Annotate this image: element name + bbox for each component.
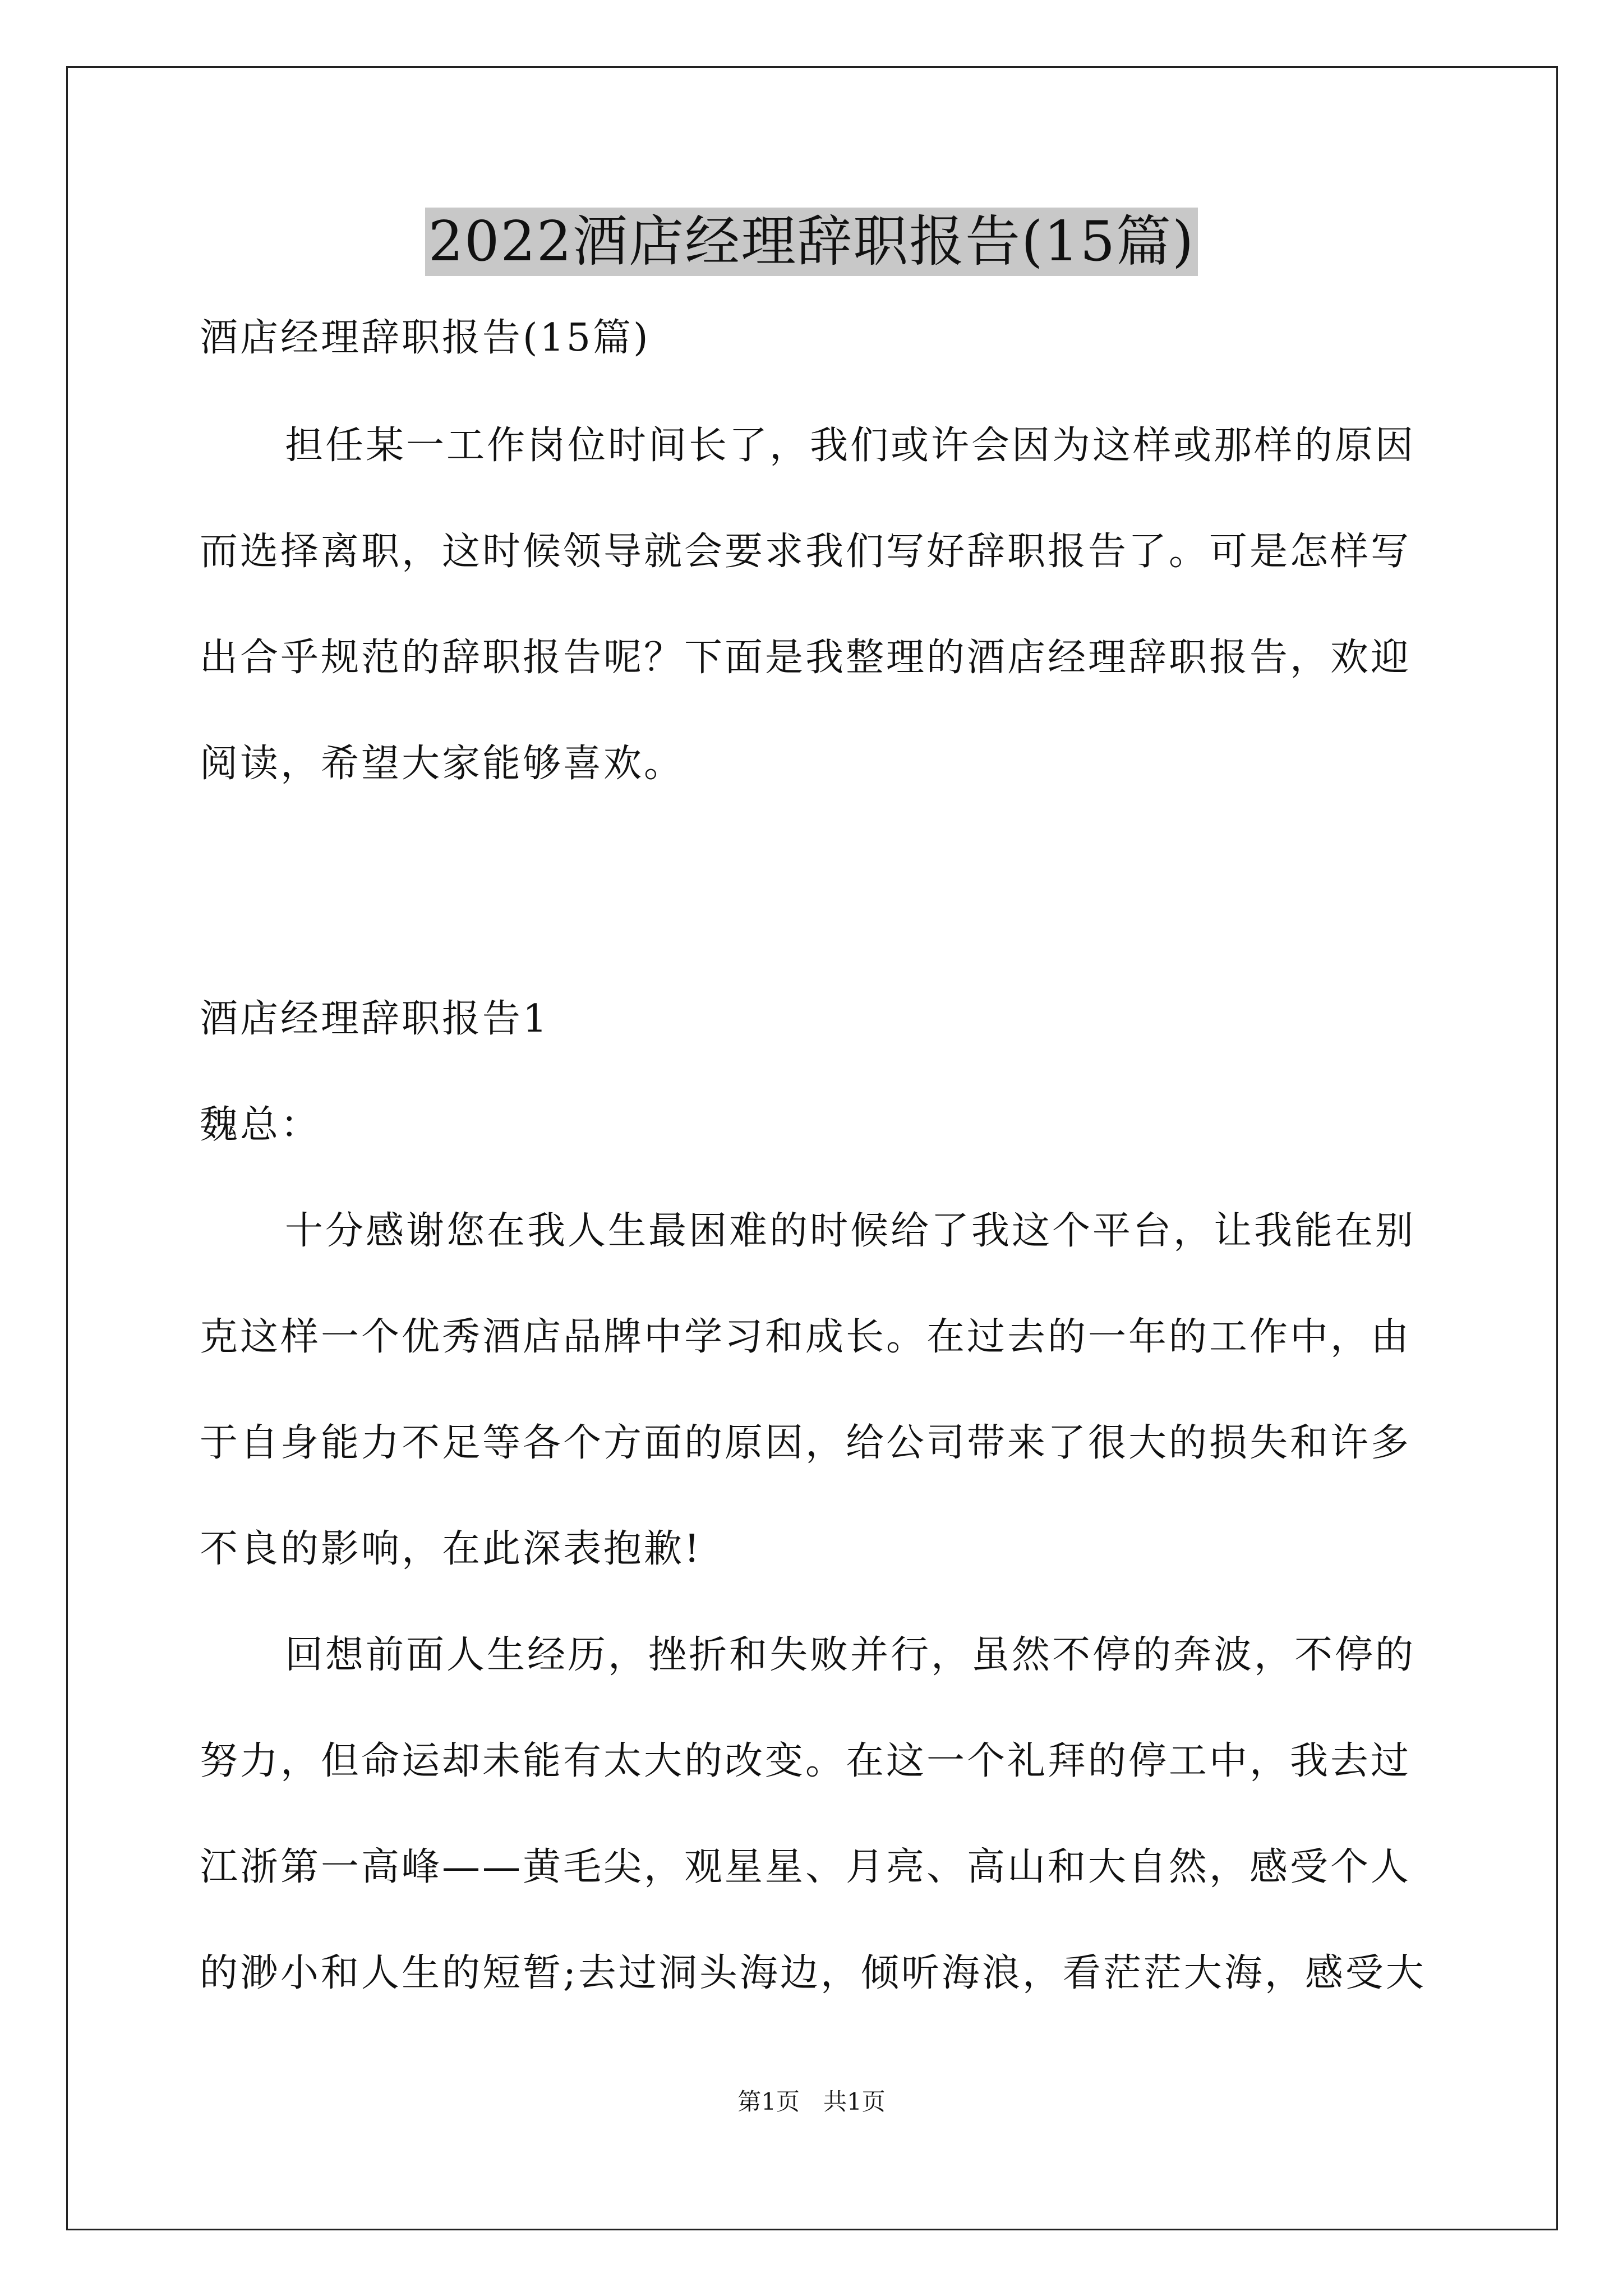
paragraph-line: 的渺小和人生的短暂;去过洞头海边，倾听海浪，看茫茫大海，感受大 [200,1951,1426,1995]
paragraph-line: 于自身能力不足等各个方面的原因，给公司带来了很大的损失和许多 [200,1421,1412,1465]
paragraph-line: 而选择离职，这时候领导就会要求我们写好辞职报告了。可是怎样写 [200,530,1412,574]
title-highlight: 2022酒店经理辞职报告(15篇) [425,208,1198,276]
page-number-footer: 第1页 共1页 [737,2088,886,2115]
document-title [0,200,1623,284]
paragraph-line: 十分感谢您在我人生最困难的时候给了我这个平台，让我能在别 [285,1209,1416,1253]
paragraph-line: 担任某一工作岗位时间长了，我们或许会因为这样或那样的原因 [285,424,1416,468]
paragraph-line: 努力，但命运却未能有太大的改变。在这一个礼拜的停工中，我去过 [200,1739,1412,1783]
subtitle-line: 酒店经理辞职报告(15篇) [200,316,651,360]
paragraph-line: 克这样一个优秀酒店品牌中学习和成长。在过去的一年的工作中，由 [200,1315,1412,1359]
paragraph-line: 回想前面人生经历，挫折和失败并行，虽然不停的奔波，不停的 [285,1633,1416,1677]
page-border [66,66,1558,2230]
paragraph-line: 阅读，希望大家能够喜欢。 [200,742,685,786]
paragraph-line: 江浙第一高峰——黄毛尖，观星星、月亮、高山和大自然，感受个人 [200,1845,1412,1889]
section-heading: 酒店经理辞职报告1 [200,997,550,1041]
paragraph-line: 不良的影响，在此深表抱歉! [200,1527,702,1571]
salutation: 魏总： [200,1103,321,1147]
paragraph-line: 出合乎规范的辞职报告呢？下面是我整理的酒店经理辞职报告，欢迎 [200,636,1412,680]
